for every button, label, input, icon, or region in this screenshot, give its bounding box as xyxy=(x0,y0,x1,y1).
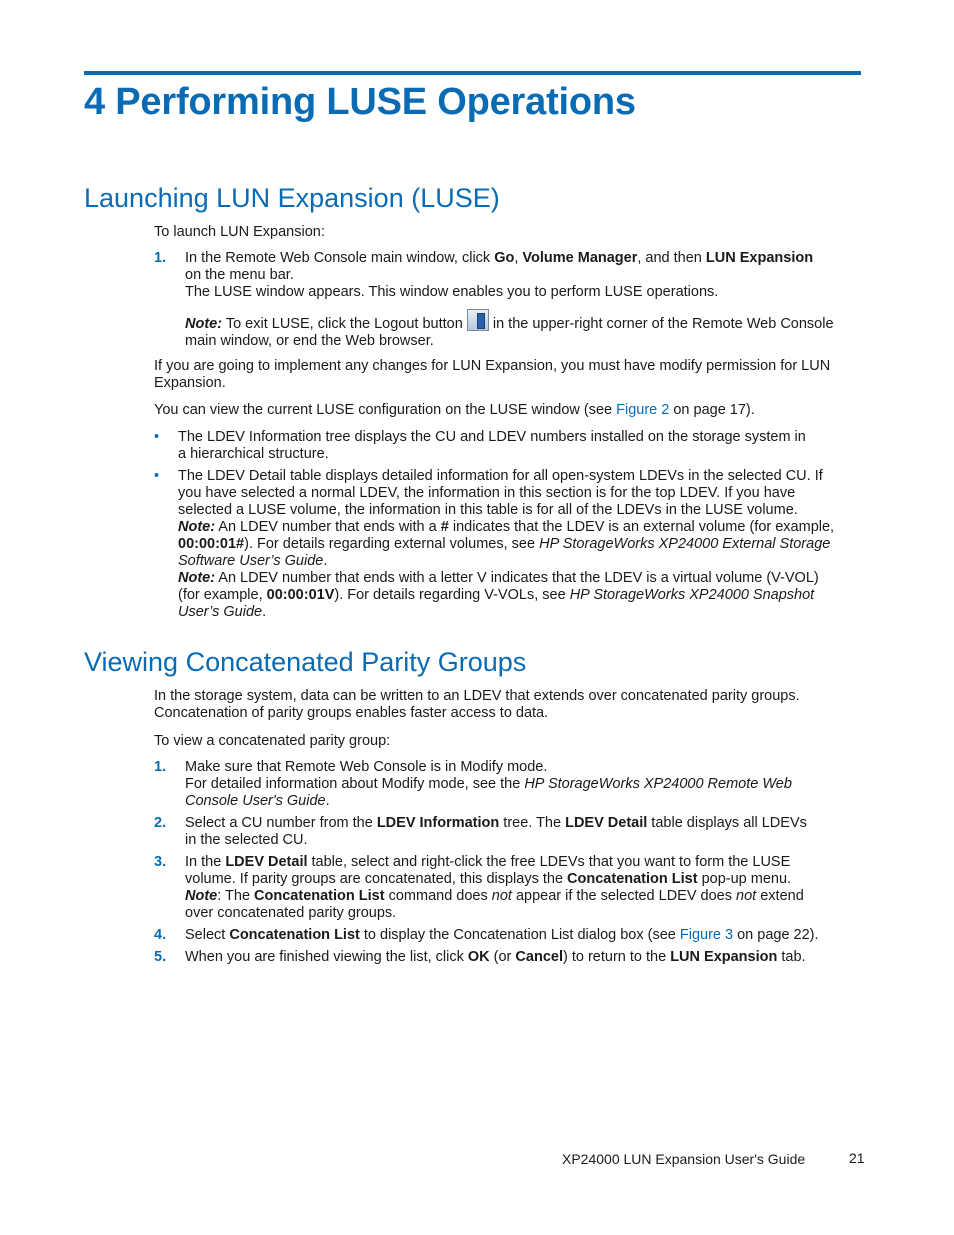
concat-step-1: 1. Make sure that Remote Web Console is in Modify mode. For detailed information about Modify mode, see the HP StorageWorks XP24000 Remote Web Console User's Guide. xyxy=(154,759,792,809)
step-number: 4. xyxy=(154,927,167,943)
volume-manager-label: Volume Manager xyxy=(522,250,638,266)
note-label: Note: xyxy=(178,519,216,535)
logout-button-icon xyxy=(467,309,489,331)
go-menu-label: Go xyxy=(494,250,515,266)
step-body: In the Remote Web Console main window, click Go, Volume Manager, and then LUN Expansion on the menu bar. The LUSE window appears. This window enables you to perform LUSE operations. Note: To exit LUSE, click the Logout button in the upper-right corner of the Remote Web Console main window, or end the Web browser. xyxy=(185,250,844,350)
figure-2-link[interactable]: Figure 2 xyxy=(616,402,670,418)
view-config-paragraph: You can view the current LUSE configuration on the LUSE window (see Figure 2 on page 17). xyxy=(154,402,755,418)
top-rule xyxy=(84,71,861,75)
snapshot-guide-ref: HP StorageWorks XP24000 Snapshot User’s Guide xyxy=(178,587,815,620)
bullet-ldev-detail: • The LDEV Detail table displays detailed information for all open-system LDEVs in the selected CU. If you have selected a normal LDEV, the information in this section is for the top LDEV. If you have selected a LUSE volume, the information in this table is for all of the LDEVs in the LUSE volume. Note: An LDEV number that ends with a # indicates that the LDEV is an external volume (for example, 00:00:01#). For details regarding external volumes, see HP StorageWorks XP24000 External Storage Software User’s Guide. Note: An LDEV number that ends with a letter V indicates that the LDEV is a virtual volume (V-VOL) (for example, 00:00:01V). For details regarding V-VOLs, see HP StorageWorks XP24000 Snapshot User’s Guide. xyxy=(154,468,844,621)
note-label: Note: xyxy=(178,570,216,586)
bullet-dot: • xyxy=(154,468,160,484)
concat-step-4: 4. Select Concatenation List to display the Concatenation List dialog box (see Figure 3 on page 22). xyxy=(154,927,819,943)
external-volume-note: Note: An LDEV number that ends with a # indicates that the LDEV is an external volume (for example, 00:00:01#). For details regarding external volumes, see HP StorageWorks XP24000 External Storage Software User’s Guide. xyxy=(178,519,835,569)
bullet-ldev-information: • The LDEV Information tree displays the CU and LDEV numbers installed on the storage system in a hierarchical structure. xyxy=(154,429,806,462)
chapter-title: 4 Performing LUSE Operations xyxy=(84,81,636,123)
logout-note: Note: To exit LUSE, click the Logout button in the upper-right corner of the Remote Web Console main window, or end the Web browser. xyxy=(185,309,844,350)
step-number: 5. xyxy=(154,949,167,965)
bullet-dot: • xyxy=(154,429,160,445)
step-number: 1. xyxy=(154,759,167,775)
concatenation-note: Note: The Concatenation List command does not appear if the selected LDEV does not extend over concatenated parity groups. xyxy=(185,888,804,921)
concatenation-paragraph: In the storage system, data can be written to an LDEV that extends over concatenated parity groups. Concatenation of parity groups enables faster access to data. xyxy=(154,688,800,721)
section-title-launching: Launching LUN Expansion (LUSE) xyxy=(84,183,500,213)
footer-guide-title: XP24000 LUN Expansion User's Guide xyxy=(562,1151,806,1167)
external-storage-guide-ref: HP StorageWorks XP24000 External Storage Software User’s Guide xyxy=(178,536,831,569)
concat-step-5: 5. When you are finished viewing the list, click OK (or Cancel) to return to the LUN Expansion tab. xyxy=(154,949,806,965)
step-number: 2. xyxy=(154,815,167,831)
remote-web-console-guide-ref: HP StorageWorks XP24000 Remote Web Console User's Guide xyxy=(185,776,792,809)
footer-page-number: 21 xyxy=(849,1150,865,1166)
permission-paragraph: If you are going to implement any changes for LUN Expansion, you must have modify permission for LUN Expansion. xyxy=(154,358,831,391)
launch-step-1 xyxy=(154,250,844,350)
concat-step-3: 3. In the LDEV Detail table, select and right-click the free LDEVs that you want to form the LUSE volume. If parity groups are concatenated, this displays the Concatenation List pop-up menu. Note: The Concatenation List command does not appear if the selected LDEV does not extend over concatenated parity groups. xyxy=(154,854,844,922)
note-label: Note: xyxy=(185,316,223,332)
concat-intro: To view a concatenated parity group: xyxy=(154,733,391,749)
step-number: 3. xyxy=(154,854,167,870)
step-number: 1. xyxy=(154,250,167,266)
concat-step-2: 2. Select a CU number from the LDEV Information tree. The LDEV Detail table displays all LDEVs in the selected CU. xyxy=(154,815,807,848)
section-title-concatenated: Viewing Concatenated Parity Groups xyxy=(84,647,527,677)
lun-expansion-label: LUN Expansion xyxy=(705,250,814,266)
launch-intro: To launch LUN Expansion: xyxy=(154,224,325,240)
figure-3-link[interactable]: Figure 3 xyxy=(679,927,734,943)
virtual-volume-note: Note: An LDEV number that ends with a letter V indicates that the LDEV is a virtual volume (V-VOL) (for example, 00:00:01V). For details regarding V-VOLs, see HP StorageWorks XP24000 Snapshot User’s Guide. xyxy=(178,570,819,620)
note-label: Note xyxy=(185,888,218,904)
